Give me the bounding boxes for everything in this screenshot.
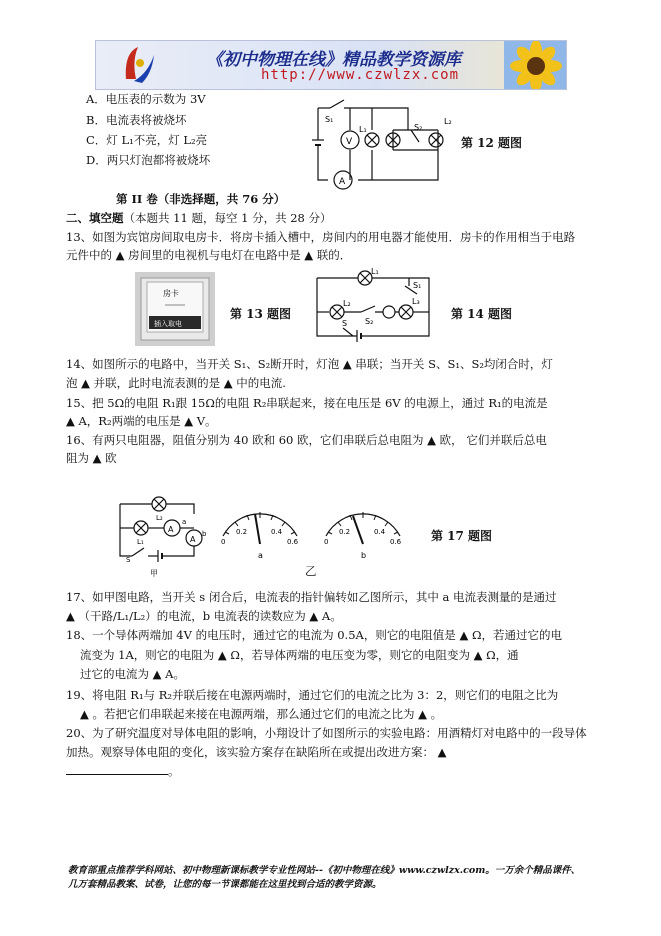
part2-heading: 第 II 卷（非选择题，共 76 分） — [116, 192, 286, 206]
q17-line1: 17、如甲图电路，当开关 s 闭合后，电流表的指针偏转如乙图所示，其中 a 电流表测量的是通过 — [66, 590, 557, 604]
q14-line2: 泡 ▲ 并联，此时电流表测的是 ▲ 中的电流. — [66, 376, 286, 390]
banner-title: 《初中物理在线》精品教学资源库 — [206, 50, 461, 70]
section2-heading: 二、填空题 — [66, 211, 124, 225]
q16-line2: 阻为 ▲ 欧 — [66, 451, 117, 465]
fig17-jia-label: 甲 — [150, 569, 158, 578]
figure-17-circuit — [112, 490, 212, 580]
fig17-yi-label: 乙 — [305, 564, 317, 578]
q13-line2: 元件中的 ▲ 房间里的电视机与电灯在电路中是 ▲ 联的． — [66, 248, 352, 262]
sunflower-icon — [504, 40, 567, 90]
footer-line2: 几万套精品教案、试卷，让您的每一节课都能在这里找到合适的教学资源。 — [68, 879, 382, 890]
fig17-meter-b-tick1: 0.2 — [339, 528, 351, 536]
fig14-l1-label: L₁ — [371, 267, 379, 276]
section2-header — [66, 209, 332, 227]
q12-option-c: C．灯 L₁不亮，灯 L₂亮 — [86, 133, 208, 147]
figure-17-label: 第 17 题图 — [431, 529, 493, 543]
fig17-meter-a-tick1: 0.2 — [236, 528, 248, 536]
fig17-pb-label: b — [202, 530, 207, 538]
figure-13-label: 第 13 题图 — [230, 307, 292, 321]
q18-line2: 流变为 1A，则它的电阻为 ▲ Ω，若导体两端的电压变为零，则它的电阻变为 ▲ Ω，通 — [80, 648, 519, 662]
figure-12-label: 第 12 题图 — [461, 136, 523, 150]
fig14-l2-label: L₂ — [343, 299, 351, 308]
section2-note-open: （ — [123, 211, 135, 225]
fig17-l2-label: L₂ — [156, 514, 163, 522]
fig14-s-label: S — [342, 319, 348, 328]
fig17-meter-b-tick3: 0.6 — [390, 538, 402, 546]
q16-line1: 16、有两只电阻器，阻值分别为 40 欧和 60 欧，它们串联后总电阻为 ▲ 欧， 它们并联后总电 — [66, 433, 547, 447]
footer-line1: 教育部重点推荐学科网站、初中物理新课标教学专业性网站--《初中物理在线》www.czwlzx.com。一万余个精品课件、 — [68, 865, 581, 876]
header-banner — [95, 40, 567, 90]
fig14-s1-label: S₁ — [413, 281, 422, 290]
fig17-l1-label: L₁ — [137, 538, 144, 546]
fig12-s2-label: S₂ — [414, 123, 423, 132]
figure-17-meter-b — [318, 496, 408, 562]
figure-13-room-card — [135, 272, 215, 346]
fig17-a2-label: A — [190, 535, 196, 544]
banner-url[interactable]: http://www.czwlzx.com — [261, 67, 460, 83]
figure-12-circuit — [298, 88, 458, 194]
q15-line2: ▲ A，R₂两端的电压是 ▲ V。 — [66, 414, 217, 428]
q20-line3 — [66, 762, 180, 780]
fig17-meter-b-label: b — [361, 551, 367, 560]
fig17-meter-a-tick3: 0.6 — [287, 538, 299, 546]
fig12-v-label: V — [346, 137, 353, 147]
fig12-s1-label: S₁ — [325, 115, 334, 124]
q13-line1: 13、如图为宾馆房间取电房卡．将房卡插入槽中，房间内的用电器才能使用．房卡的作用相当于电路 — [66, 230, 576, 244]
fig17-meter-b-tick2: 0.4 — [374, 528, 386, 536]
site-logo-icon — [118, 43, 160, 85]
fig13-card-top: 房卡 — [163, 289, 179, 298]
fig17-s-label: S — [126, 556, 131, 564]
q12-option-a: A．电压表的示数为 3V — [86, 92, 206, 106]
q20-line2: 加热。观察导体电阻的变化，该实验方案存在缺陷所在或提出改进方案： ▲ — [66, 745, 447, 759]
q18-line1: 18、一个导体两端加 4V 的电压时，通过它的电流为 0.5A，则它的电阻值是 ▲ Ω，若通过它的电 — [66, 628, 563, 642]
footer — [68, 864, 580, 892]
fig14-l3-label: L₃ — [412, 297, 420, 306]
q19-line1: 19、将电阻 R₁与 R₂并联后接在电源两端时，通过它们的电流之比为 3：2，则它们的电阻之比为 — [66, 688, 559, 702]
q20-blank — [66, 762, 168, 775]
q20-line3-text: 。 — [168, 764, 180, 778]
q12-option-d: D．两只灯泡都将被烧坏 — [86, 153, 211, 167]
figure-14-label: 第 14 题图 — [451, 307, 513, 321]
q12-option-b: B．电流表将被烧坏 — [86, 113, 187, 127]
fig17-meter-a-tick2: 0.4 — [271, 528, 283, 536]
q19-line2: ▲ 。若把它们串联起来接在电源两端，那么通过它们的电流之比为 ▲ 。 — [80, 707, 443, 721]
q15-line1: 15、把 5Ω的电阻 R₁跟 15Ω的电阻 R₂串联起来，接在电压是 6V 的电源上，通过 R₁的电流是 — [66, 396, 548, 410]
fig14-s2-label: S₂ — [365, 317, 374, 326]
fig17-pa-label: a — [182, 518, 187, 526]
q18-line3: 过它的电流为 ▲ A。 — [80, 667, 185, 681]
fig17-meter-a-tick0: 0 — [221, 538, 226, 546]
q17-line2: ▲ （干路/L₁/L₂）的电流，b 电流表的读数应为 ▲ A。 — [66, 609, 342, 623]
fig17-meter-a-label: a — [258, 551, 263, 560]
fig17-meter-b-tick0: 0 — [324, 538, 329, 546]
figure-14-circuit — [313, 266, 433, 344]
figure-17-meter-a — [215, 496, 305, 562]
fig12-l1-label: L₁ — [359, 125, 367, 134]
q14-line1: 14、如图所示的电路中，当开关 S₁、S₂断开时，灯泡 ▲ 串联；当开关 S、S₁、S₂均闭合时，灯 — [66, 357, 553, 371]
section2-note: 本题共 11 题，每空 1 分，共 28 分） — [135, 211, 332, 225]
q20-line1: 20、为了研究温度对导体电阻的影响，小翔设计了如图所示的实验电路：用酒精灯对电路中的一段导体 — [66, 726, 587, 740]
fig13-card-bottom: 插入取电 — [154, 320, 182, 328]
fig12-l2-label: L₂ — [444, 117, 452, 126]
fig17-a1-label: A — [168, 525, 174, 534]
fig12-a-label: A — [339, 177, 346, 187]
